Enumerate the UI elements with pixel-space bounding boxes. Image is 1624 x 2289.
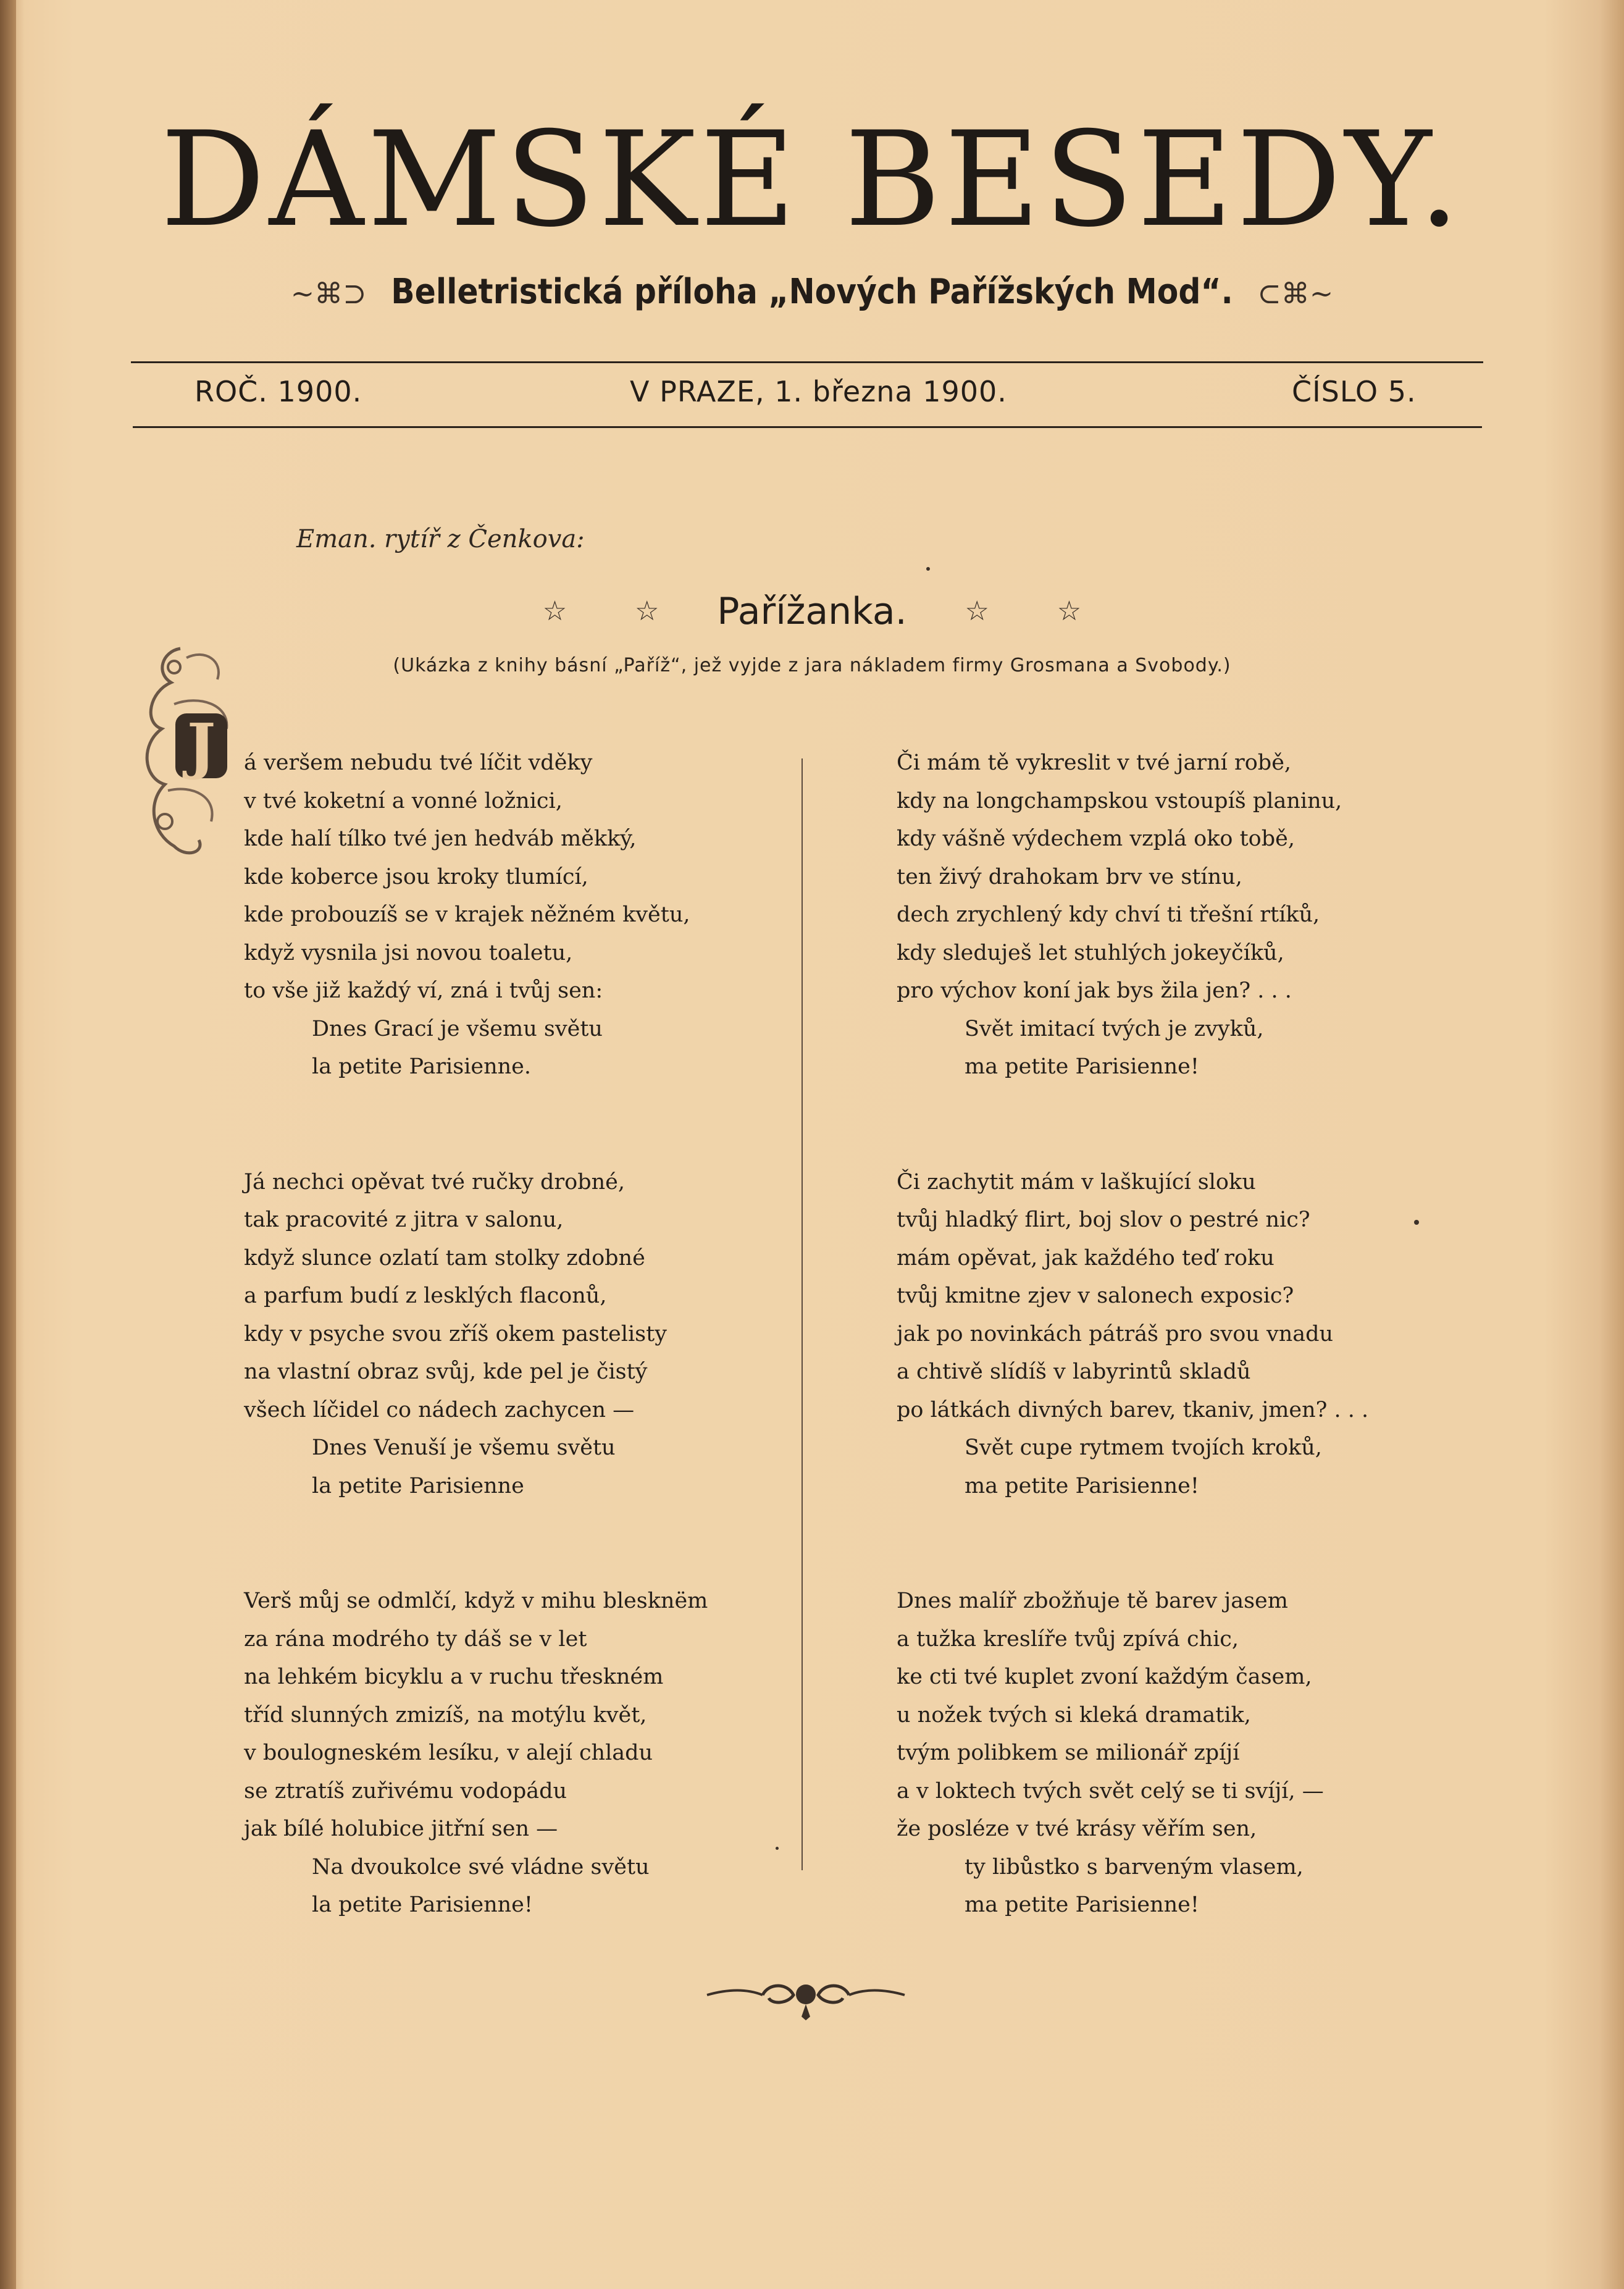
poem-stanza — [244, 1582, 708, 1925]
verse-line: tak pracovité z jitra v salonu, — [244, 1208, 564, 1232]
star-icon: ☆ — [635, 595, 659, 627]
poem-stanza — [897, 744, 1368, 1086]
subtitle-text: Belletristická příloha „Nových Pařížských Mod“. — [391, 272, 1233, 312]
refrain-line: ma petite Parisienne! — [965, 1892, 1199, 1917]
poem-title: Pařížanka. — [717, 590, 907, 633]
verse-line: všech líčidel co nádech zachycen — — [244, 1397, 635, 1422]
verse-line: mám opěvat, jak každého teď roku — [897, 1245, 1275, 1270]
refrain-line: ma petite Parisienne! — [965, 1473, 1199, 1498]
refrain-line: Svět cupe rytmem tvojích kroků, — [965, 1435, 1322, 1460]
star-icon: ☆ — [542, 595, 567, 627]
refrain-line: la petite Parisienne. — [312, 1054, 532, 1079]
verse-line: Či mám tě vykreslit v tvé jarní robě, — [897, 750, 1292, 775]
verse-line: kde halí tílko tvé jen hedváb měkký, — [244, 826, 637, 851]
bottom-rule — [133, 426, 1482, 428]
verse-line: na vlastní obraz svůj, kde pel je čistý — [244, 1359, 648, 1384]
verse-line: tvůj hladký flirt, boj slov o pestré nic? — [897, 1208, 1310, 1232]
print-speck — [1414, 1220, 1419, 1225]
verse-line: když slunce ozlatí tam stolky zdobné — [244, 1245, 645, 1270]
poem-stanza — [244, 1164, 708, 1506]
svg-text:J: J — [186, 711, 216, 782]
verse-line: to vše již každý ví, zná i tvůj sen: — [244, 978, 603, 1003]
verse-line: kdy v psyche svou zříš okem pastelisty — [244, 1321, 667, 1346]
refrain-line: Svět imitací tvých je zvyků, — [965, 1016, 1264, 1041]
refrain-line: Dnes Venuší je všemu světu — [312, 1435, 616, 1460]
poem-note: (Ukázka z knihy básní „Paříž“, jež vyjde z jara nákladem firmy Grosmana a Svobody.) — [393, 655, 1231, 676]
masthead-title: DÁMSKÉ BESEDY. — [160, 103, 1464, 256]
poem-title-row — [0, 590, 1624, 633]
verse-line: kdy sleduješ let stuhlých jokeyčíků, — [897, 940, 1284, 965]
poem-stanza — [897, 1164, 1368, 1506]
ornate-initial-icon — [137, 636, 242, 871]
verse-line: pro výchov koní jak bys žila jen? . . . — [897, 978, 1292, 1003]
verse-line: v tvé koketní a vonné ložnici, — [244, 788, 563, 813]
refrain-line: la petite Parisienne — [312, 1473, 524, 1498]
verse-line: ke cti tvé kuplet zvoní každým časem, — [897, 1665, 1312, 1689]
verse-line: Já nechci opěvat tvé ručky drobné, — [244, 1169, 626, 1195]
refrain-line: la petite Parisienne! — [312, 1892, 533, 1917]
print-speck — [776, 1847, 779, 1850]
verse-line: kdy na longchampskou vstoupíš planinu, — [897, 788, 1342, 813]
verse-line: tvým polibkem se milionář zpíjí — [897, 1741, 1240, 1765]
verse-line: po látkách divných barev, tkaniv, jmen? . . . — [897, 1397, 1369, 1422]
star-icon: ☆ — [965, 595, 989, 627]
place-date-label: V PRAZE, 1. března 1900. — [630, 375, 1007, 408]
poem-stanza — [897, 1582, 1368, 1925]
verse-line: tvůj kmitne zjev v salonech exposic? — [897, 1283, 1294, 1308]
verse-line: a parfum budí z lesklých flaconů, — [244, 1283, 607, 1308]
print-speck — [926, 567, 930, 571]
verse-line: tříd slunných zmizíš, na motýlu květ, — [244, 1702, 647, 1728]
verse-line: když vysnila jsi novou toaletu, — [244, 940, 573, 965]
poem-stanza — [244, 744, 708, 1086]
top-rule — [131, 361, 1483, 363]
verse-line: se ztratíš zuřivému vodopádu — [244, 1778, 567, 1804]
flourish-icon — [704, 1967, 908, 2023]
poem-right-column — [897, 744, 1368, 2002]
flourish-left-icon: ~⌘⊃ — [290, 277, 367, 310]
verse-line: za rána modrého ty dáš se v let — [244, 1626, 587, 1652]
verse-line: na lehkém bicyklu a v ruchu třeskném — [244, 1665, 664, 1689]
issue-number-label: ČÍSLO 5. — [1292, 375, 1417, 408]
author-byline: Eman. rytíř z Čenkova: — [296, 525, 585, 553]
verse-line: a tužka kreslíře tvůj zpívá chic, — [897, 1626, 1239, 1652]
column-divider — [802, 758, 803, 1870]
verse-line: Verš můj se odmlčí, když v mihu blesknëm — [244, 1589, 708, 1613]
verse-line: Či zachytit mám v laškující sloku — [897, 1169, 1256, 1195]
verse-line: kde koberce jsou kroky tlumící, — [244, 864, 588, 889]
refrain-line: ty libůstko s barveným vlasem, — [965, 1854, 1304, 1880]
refrain-line: ma petite Parisienne! — [965, 1054, 1199, 1079]
masthead-subtitle — [0, 272, 1624, 312]
refrain-line: Na dvoukolce své vládne světu — [312, 1854, 650, 1880]
refrain-line: Dnes Grací je všemu světu — [312, 1016, 603, 1041]
verse-line: kdy vášně výdechem vzplá oko tobě, — [897, 826, 1295, 851]
verse-line: jak po novinkách pátráš pro svou vnadu — [897, 1321, 1334, 1346]
verse-line: kde probouzíš se v krajek něžném květu, — [244, 902, 690, 927]
binding-spine — [0, 0, 16, 2289]
verse-line: jak bílé holubice jitřní sen — — [244, 1816, 558, 1841]
volume-label: ROČ. 1900. — [195, 375, 362, 408]
verse-line: dech zrychlený kdy chví ti třešní rtíků, — [897, 902, 1320, 927]
poem-left-column — [244, 744, 708, 2002]
verse-line: ten živý drahokam brv ve stínu, — [897, 864, 1242, 889]
verse-line: Dnes malíř zbožňuje tě barev jasem — [897, 1589, 1288, 1613]
star-icon: ☆ — [1057, 595, 1082, 627]
verse-line: a chtivě slídíš v labyrintů skladů — [897, 1359, 1251, 1384]
verse-line: u nožek tvých si kleká dramatik, — [897, 1702, 1251, 1728]
verse-line: á veršem nebudu tvé líčit vděky — [244, 750, 593, 775]
verse-line: a v loktech tvých svět celý se ti svíjí, — — [897, 1778, 1324, 1804]
flourish-right-icon: ⊂⌘~ — [1257, 277, 1334, 310]
verse-line: v boulogneském lesíku, v alejí chladu — [244, 1741, 653, 1765]
verse-line: že posléze v tvé krásy věřím sen, — [897, 1816, 1257, 1841]
